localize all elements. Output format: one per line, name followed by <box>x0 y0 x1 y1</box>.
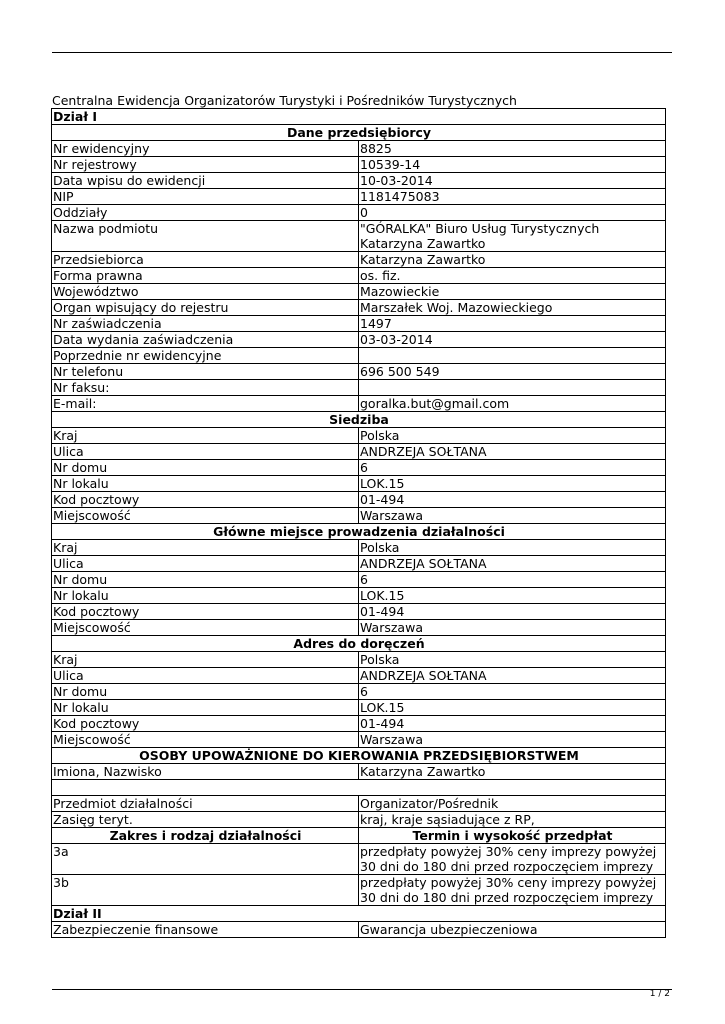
field-value: 696 500 549 <box>359 364 666 380</box>
field-label: Kod pocztowy <box>52 492 359 508</box>
top-rule <box>52 52 672 53</box>
column-header: Termin i wysokość przedpłat <box>359 828 666 844</box>
field-row <box>52 556 666 572</box>
section-row <box>52 906 666 922</box>
field-row <box>52 684 666 700</box>
field-label: Kraj <box>52 428 359 444</box>
field-value: 03-03-2014 <box>359 332 666 348</box>
field-label: Zasięg teryt. <box>52 812 359 828</box>
field-row <box>52 700 666 716</box>
field-value: 1181475083 <box>359 189 666 205</box>
field-row <box>52 348 666 364</box>
section-row <box>52 109 666 125</box>
field-value: Warszawa <box>359 732 666 748</box>
field-value: 01-494 <box>359 492 666 508</box>
field-label: Nr domu <box>52 460 359 476</box>
field-row <box>52 173 666 189</box>
field-value: 6 <box>359 460 666 476</box>
field-label: Miejscowość <box>52 508 359 524</box>
field-label: Województwo <box>52 284 359 300</box>
field-value: Katarzyna Zawartko <box>359 764 666 780</box>
field-row <box>52 508 666 524</box>
field-value: Warszawa <box>359 508 666 524</box>
field-label: 3a <box>52 844 359 875</box>
field-row <box>52 396 666 412</box>
field-value: 1497 <box>359 316 666 332</box>
field-value: 6 <box>359 684 666 700</box>
field-row <box>52 668 666 684</box>
field-label: Data wydania zaświadczenia <box>52 332 359 348</box>
field-row <box>52 252 666 268</box>
group-header: OSOBY UPOWAŻNIONE DO KIEROWANIA PRZEDSIĘBIORSTWEM <box>52 748 666 764</box>
field-label: Miejscowość <box>52 620 359 636</box>
field-value: Gwarancja ubezpieczeniowa <box>359 922 666 938</box>
field-label: 3b <box>52 875 359 906</box>
field-label: Zabezpieczenie finansowe <box>52 922 359 938</box>
field-value: Polska <box>359 540 666 556</box>
field-value: 0 <box>359 205 666 221</box>
field-label: Miejscowość <box>52 732 359 748</box>
group-header-row <box>52 412 666 428</box>
section-title: Dział II <box>52 906 666 922</box>
field-label: Oddziały <box>52 205 359 221</box>
field-label: Kraj <box>52 652 359 668</box>
field-row <box>52 316 666 332</box>
field-row <box>52 284 666 300</box>
field-row <box>52 716 666 732</box>
field-label: Ulica <box>52 556 359 572</box>
field-label: E-mail: <box>52 396 359 412</box>
field-row <box>52 221 666 252</box>
document-title: Centralna Ewidencja Organizatorów Turystyki i Pośredników Turystycznych <box>52 93 517 108</box>
field-value: "GÓRALKA" Biuro Usług Turystycznych Katarzyna Zawartko <box>359 221 666 252</box>
field-row <box>52 604 666 620</box>
field-value: goralka.but@gmail.com <box>359 396 666 412</box>
field-label: Ulica <box>52 668 359 684</box>
field-value: LOK.15 <box>359 476 666 492</box>
group-header-row <box>52 636 666 652</box>
field-row <box>52 428 666 444</box>
section-title: Dział I <box>52 109 666 125</box>
field-label: Nr domu <box>52 572 359 588</box>
group-header-row <box>52 125 666 141</box>
field-label: Nr domu <box>52 684 359 700</box>
field-row <box>52 444 666 460</box>
field-row <box>52 492 666 508</box>
field-row <box>52 572 666 588</box>
field-label: Forma prawna <box>52 268 359 284</box>
group-header: Adres do doręczeń <box>52 636 666 652</box>
group-header: Główne miejsce prowadzenia działalności <box>52 524 666 540</box>
field-value: 10539-14 <box>359 157 666 173</box>
field-row <box>52 332 666 348</box>
field-row <box>52 460 666 476</box>
field-value: 6 <box>359 572 666 588</box>
field-row <box>52 588 666 604</box>
field-value: LOK.15 <box>359 588 666 604</box>
field-label: Nr lokalu <box>52 476 359 492</box>
field-label: Imiona, Nazwisko <box>52 764 359 780</box>
field-label: Nr lokalu <box>52 700 359 716</box>
bottom-rule <box>52 989 672 990</box>
field-row <box>52 620 666 636</box>
field-label: Nr telefonu <box>52 364 359 380</box>
field-row <box>52 141 666 157</box>
field-value: ANDRZEJA SOŁTANA <box>359 444 666 460</box>
field-row <box>52 875 666 906</box>
field-row <box>52 364 666 380</box>
empty-cell <box>52 780 666 796</box>
field-label: Nr ewidencyjny <box>52 141 359 157</box>
field-value: ANDRZEJA SOŁTANA <box>359 668 666 684</box>
field-label: Nr faksu: <box>52 380 359 396</box>
field-value: LOK.15 <box>359 700 666 716</box>
field-value: 10-03-2014 <box>359 173 666 189</box>
field-value: przedpłaty powyżej 30% ceny imprezy powyżej 30 dni do 180 dni przed rozpoczęciem imprezy <box>359 844 666 875</box>
field-value: Katarzyna Zawartko <box>359 252 666 268</box>
field-row <box>52 922 666 938</box>
field-row <box>52 189 666 205</box>
field-value: 01-494 <box>359 716 666 732</box>
field-row <box>52 205 666 221</box>
field-value <box>359 348 666 364</box>
field-label: Kod pocztowy <box>52 716 359 732</box>
field-row <box>52 380 666 396</box>
field-label: NIP <box>52 189 359 205</box>
field-row <box>52 764 666 780</box>
field-value <box>359 380 666 396</box>
field-value: przedpłaty powyżej 30% ceny imprezy powyżej 30 dni do 180 dni przed rozpoczęciem imprezy <box>359 875 666 906</box>
field-row <box>52 844 666 875</box>
field-value: Mazowieckie <box>359 284 666 300</box>
field-row <box>52 796 666 812</box>
field-label: Przedsiebiorca <box>52 252 359 268</box>
group-header-row <box>52 748 666 764</box>
field-value: os. fiz. <box>359 268 666 284</box>
field-label: Organ wpisujący do rejestru <box>52 300 359 316</box>
field-value: 01-494 <box>359 604 666 620</box>
field-row <box>52 476 666 492</box>
field-row <box>52 732 666 748</box>
field-value: ANDRZEJA SOŁTANA <box>359 556 666 572</box>
column-header-row <box>52 828 666 844</box>
field-row <box>52 540 666 556</box>
field-value: kraj, kraje sąsiadujące z RP, <box>359 812 666 828</box>
field-label: Data wpisu do ewidencji <box>52 173 359 189</box>
field-value: Marszałek Woj. Mazowieckiego <box>359 300 666 316</box>
field-value: Organizator/Pośrednik <box>359 796 666 812</box>
group-header: Dane przedsiębiorcy <box>52 125 666 141</box>
field-value: Warszawa <box>359 620 666 636</box>
field-label: Nr rejestrowy <box>52 157 359 173</box>
page-number: 1 / 2 <box>649 989 670 999</box>
field-row <box>52 157 666 173</box>
field-row <box>52 300 666 316</box>
field-label: Nr zaświadczenia <box>52 316 359 332</box>
field-label: Przedmiot działalności <box>52 796 359 812</box>
field-row <box>52 652 666 668</box>
field-label: Kraj <box>52 540 359 556</box>
empty-row <box>52 780 666 796</box>
field-label: Ulica <box>52 444 359 460</box>
field-label: Nazwa podmiotu <box>52 221 359 252</box>
field-label: Nr lokalu <box>52 588 359 604</box>
field-label: Kod pocztowy <box>52 604 359 620</box>
field-value: 8825 <box>359 141 666 157</box>
field-row <box>52 268 666 284</box>
group-header: Siedziba <box>52 412 666 428</box>
registry-table <box>51 108 666 938</box>
column-header: Zakres i rodzaj działalności <box>52 828 359 844</box>
field-row <box>52 812 666 828</box>
group-header-row <box>52 524 666 540</box>
field-value: Polska <box>359 428 666 444</box>
field-label: Poprzednie nr ewidencyjne <box>52 348 359 364</box>
registry-table-body <box>52 109 666 938</box>
field-value: Polska <box>359 652 666 668</box>
